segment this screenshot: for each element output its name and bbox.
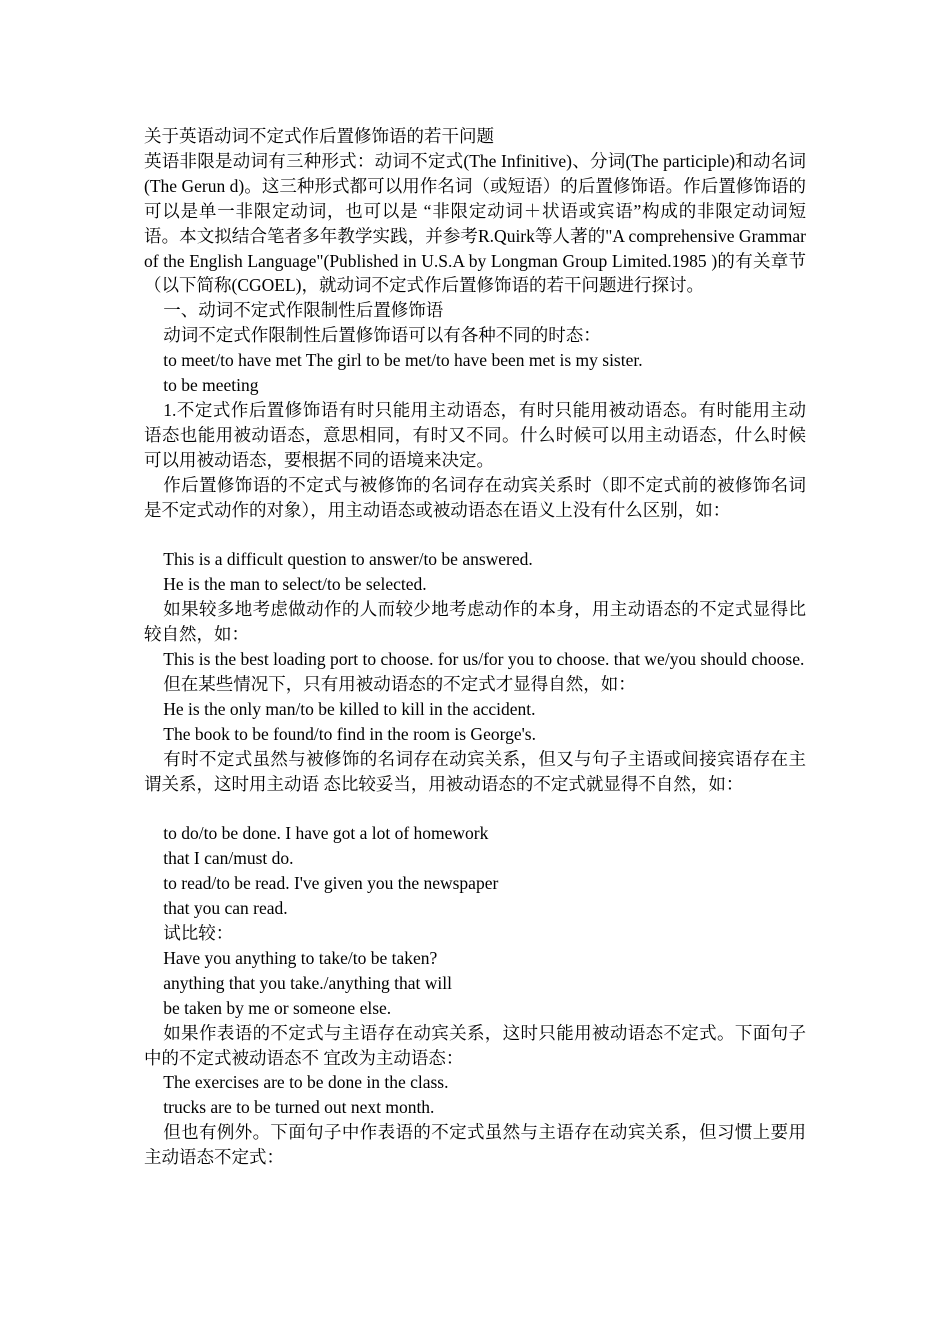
blank-line	[144, 796, 806, 821]
example-line: that you can read.	[163, 898, 288, 919]
example-line: to read/to be read. I've given you the newspaper	[163, 873, 499, 894]
example-line: that I can/must do.	[163, 848, 294, 869]
paragraph-point-1: 1.不定式作后置修饰语有时只能用主动语态，有时只能用被动语态。有时能用主动语态也能用被动语态，意思相同，有时又不同。什么时候可以用主动语态，什么时候可以用被动语态，要根据不同的语境来决定。	[144, 399, 806, 470]
paragraph-intro: 英语非限是动词有三种形式：动词不定式(The Infinitive)、分词(The participle)和动名词(The Gerun d)。这三种形式都可以用作名词（或短语）的后置修饰语。作后置修饰语的可以是单一非限定动词，也可以是 “非限定动词＋状语或宾语”构成的非限定动词短语。本文拟结合笔者多年教学实践，并参考R.Quirk等人著的"A comprehensive Grammar of the English Language"(Published in U.S.A by Longman Group Limited.1985 )的有关章节（以下简称(CGOEL)，就动词不定式作后置修饰语的若干问题进行探讨。	[144, 150, 806, 296]
document-body	[144, 124, 806, 1170]
example-line: The book to be found/to find in the room is George's.	[163, 723, 536, 744]
example-line: He is the only man/to be killed to kill in the accident.	[163, 698, 536, 719]
example-line: be taken by me or someone else.	[163, 997, 392, 1018]
example-line: to meet/to have met The girl to be met/to have been met is my sister.	[163, 350, 643, 371]
paragraph: 但在某些情况下，只有用被动语态的不定式才显得自然，如：	[163, 673, 636, 694]
paragraph: 动词不定式作限制性后置修饰语可以有各种不同的时态：	[163, 325, 601, 346]
paragraph: 作后置修饰语的不定式与被修饰的名词存在动宾关系时（即不定式前的被修饰名词是不定式动作的对象），用主动语态或被动语态在语义上没有什么区别，如：	[144, 474, 806, 520]
example-line: trucks are to be turned out next month.	[163, 1097, 435, 1118]
blank-line	[144, 523, 806, 548]
example-line: anything that you take./anything that will	[163, 972, 452, 993]
example-line: He is the man to select/to be selected.	[163, 574, 427, 595]
document-title: 关于英语动词不定式作后置修饰语的若干问题	[144, 126, 494, 146]
paragraph: 试比较：	[163, 922, 234, 943]
example-line: This is the best loading port to choose. for us/for you to choose. that we/you should choose.	[163, 649, 805, 670]
section-heading-1: 一、动词不定式作限制性后置修饰语	[163, 300, 444, 321]
example-line: to be meeting	[163, 375, 259, 396]
paragraph: 有时不定式虽然与被修饰的名词存在动宾关系，但又与句子主语或间接宾语存在主谓关系，这时用主动语 态比较妥当，用被动语态的不定式就显得不自然，如：	[144, 748, 806, 794]
paragraph: 如果较多地考虑做动作的人而较少地考虑动作的本身，用主动语态的不定式显得比较自然，如：	[144, 599, 806, 645]
example-line: Have you anything to take/to be taken?	[163, 947, 438, 968]
paragraph: 但也有例外。下面句子中作表语的不定式虽然与主语存在动宾关系，但习惯上要用主动语态不定式：	[144, 1122, 806, 1168]
paragraph: 如果作表语的不定式与主语存在动宾关系，这时只能用被动语态不定式。下面句子中的不定式被动语态不 宜改为主动语态：	[144, 1022, 806, 1068]
example-line: This is a difficult question to answer/to be answered.	[163, 549, 533, 570]
example-line: The exercises are to be done in the class.	[163, 1072, 449, 1093]
example-line: to do/to be done. I have got a lot of homework	[163, 823, 489, 844]
